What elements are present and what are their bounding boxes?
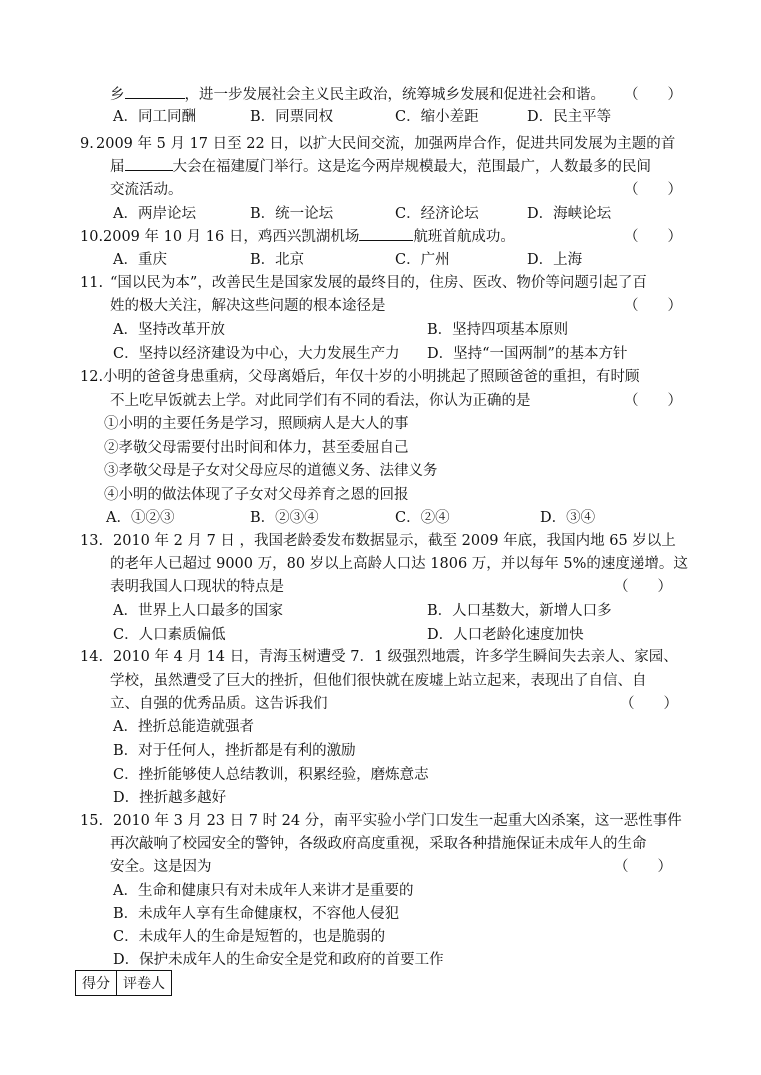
q9-option-a: A．两岸论坛 <box>113 206 196 222</box>
q11-number: 11. <box>80 275 104 291</box>
q13-option-a: A．世界上人口最多的国家 <box>113 603 283 619</box>
q13-stem-line2: 的老年人已超过 9000 万，80 岁以上高龄人口达 1806 万，并以每年 5%的速度递增。这 <box>110 556 688 572</box>
q9-option-d: D．海峡论坛 <box>527 206 612 222</box>
q10-option-c: C．广州 <box>395 252 450 268</box>
q14-option-c: C．挫折能够使人总结教训，积累经验，磨炼意志 <box>113 767 429 783</box>
q13-option-c: C．人口素质偏低 <box>113 627 226 643</box>
q10-text-b: 航班首航成功。 <box>413 229 515 245</box>
q11-stem-line1: “国以民为本”，改善民生是国家发展的最终目的，住房、医改、物价等问题引起了百 <box>110 275 647 291</box>
q15-option-b: B．未成年人享有生命健康权，不容他人侵犯 <box>113 906 400 922</box>
q14-stem-line2: 学校，虽然遭受了巨大的挫折，但他们很快就在废墟上站立起来，表现出了自信、自 <box>110 673 647 689</box>
q8-stem-continuation <box>110 84 605 106</box>
q10-text-a: 2009 年 10 月 16 日，鸡西兴凯湖机场 <box>103 229 360 245</box>
q11-option-d: D．坚持“一国两制”的基本方针 <box>427 346 628 362</box>
q9-blank <box>125 156 173 171</box>
q8-text-a: 乡 <box>110 87 125 103</box>
q12-option-a: A．①②③ <box>106 510 175 526</box>
q12-item-1: ①小明的主要任务是学习，照顾病人是大人的事 <box>104 416 409 432</box>
q13-stem-line1: 2010 年 2 月 7 日 ，我国老龄委发布数据显示，截至 2009 年底，我国内地 65 岁以上 <box>113 533 676 549</box>
q10-option-b: B．北京 <box>250 252 305 268</box>
q9-stem-line2 <box>110 156 651 178</box>
q13-number: 13. <box>80 533 104 549</box>
q12-stem-line2: 不上吃早饭就去上学。对此同学们有不同的看法，你认为正确的是 <box>110 393 531 409</box>
q8-option-d: D．民主平等 <box>527 109 612 125</box>
q12-item-4: ④小明的做法体现了子女对父母养育之恩的回报 <box>104 487 409 503</box>
q15-number: 15. <box>80 813 104 829</box>
q12-option-c: C．②④ <box>395 510 450 526</box>
q10-answer-paren: （ ） <box>624 229 682 245</box>
q8-answer-paren: （ ） <box>624 87 682 103</box>
q10-option-a: A．重庆 <box>113 252 167 268</box>
q11-option-c: C．坚持以经济建设为中心，大力发展生产力 <box>113 346 400 362</box>
q8-blank <box>125 84 185 99</box>
q11-option-b: B．坚持四项基本原则 <box>427 322 569 338</box>
q9-option-c: C．经济论坛 <box>395 206 479 222</box>
q11-option-a: A．坚持改革开放 <box>113 322 225 338</box>
q10-stem <box>103 226 515 248</box>
q13-answer-paren: （ ） <box>614 579 672 595</box>
q12-item-3: ③孝敬父母是子女对父母应尽的道德义务、法律义务 <box>104 463 438 479</box>
q15-stem-line2: 再次敲响了校园安全的警钟，各级政府高度重视，采取各种措施保证未成年人的生命 <box>110 836 647 852</box>
q11-stem-line2: 姓的极大关注，解决这些问题的根本途径是 <box>110 298 386 314</box>
q9-number: 9. <box>80 136 94 152</box>
q9-option-b: B．统一论坛 <box>250 206 334 222</box>
q14-answer-paren: （ ） <box>620 696 678 712</box>
q14-stem-line3: 立、自强的优秀品质。这告诉我们 <box>110 696 328 712</box>
q14-number: 14. <box>80 649 104 665</box>
q14-option-d: D．挫折越多越好 <box>113 790 227 806</box>
q8-option-b: B．同票同权 <box>250 109 334 125</box>
q15-stem-line3: 安全。这是因为 <box>110 859 212 875</box>
q10-blank <box>359 226 413 241</box>
q12-option-d: D．③④ <box>540 510 596 526</box>
q14-stem-line1: 2010 年 4 月 14 日，青海玉树遭受 7．1 级强烈地震，许多学生瞬间失去亲人、家园、 <box>113 649 678 665</box>
q8-text-b: ，进一步发展社会主义民主政治，统筹城乡发展和促进社会和谐。 <box>184 87 605 103</box>
q10-option-d: D．上海 <box>527 252 583 268</box>
q10-number: 10. <box>80 229 104 245</box>
q13-option-d: D．人口老龄化速度加快 <box>427 627 584 643</box>
score-table-row <box>76 971 172 996</box>
q14-option-b: B．对于任何人，挫折都是有利的激励 <box>113 743 356 759</box>
q12-option-b: B．②③④ <box>250 510 319 526</box>
score-table <box>75 970 172 996</box>
grader-cell: 评卷人 <box>117 971 172 996</box>
q15-option-a: A．生命和健康只有对未成年人来讲才是重要的 <box>113 883 414 899</box>
q9-text-a: 届 <box>110 159 125 175</box>
q12-answer-paren: （ ） <box>624 393 682 409</box>
q8-option-a: A．同工同酬 <box>113 109 196 125</box>
q9-stem-line1: 2009 年 5 月 17 日至 22 日，以扩大民间交流，加强两岸合作，促进共同发展为主题的首 <box>96 136 676 152</box>
score-cell: 得分 <box>76 971 117 996</box>
q15-stem-line1: 2010 年 3 月 23 日 7 时 24 分，南平实验小学门口发生一起重大凶杀案，这一恶性事件 <box>113 813 682 829</box>
q12-number: 12. <box>80 369 104 385</box>
q9-answer-paren: （ ） <box>624 182 682 198</box>
q12-item-2: ②孝敬父母需要付出时间和体力，甚至委屈自己 <box>104 440 409 456</box>
q15-option-d: D．保护未成年人的生命安全是党和政府的首要工作 <box>113 952 444 968</box>
q11-answer-paren: （ ） <box>624 298 682 314</box>
q9-text-b: 大会在福建厦门举行。这是迄今两岸规模最大，范围最广，人数最多的民间 <box>172 159 651 175</box>
q9-stem-line3: 交流活动。 <box>110 182 183 198</box>
q8-option-c: C．缩小差距 <box>395 109 479 125</box>
q15-answer-paren: （ ） <box>614 859 672 875</box>
q13-option-b: B．人口基数大，新增人口多 <box>427 603 612 619</box>
q13-stem-line3: 表明我国人口现状的特点是 <box>110 579 284 595</box>
q14-option-a: A．挫折总能造就强者 <box>113 719 254 735</box>
q15-option-c: C．未成年人的生命是短暂的，也是脆弱的 <box>113 929 386 945</box>
q12-stem-line1: 小明的爸爸身患重病，父母离婚后，年仅十岁的小明挑起了照顾爸爸的重担，有时顾 <box>103 369 640 385</box>
